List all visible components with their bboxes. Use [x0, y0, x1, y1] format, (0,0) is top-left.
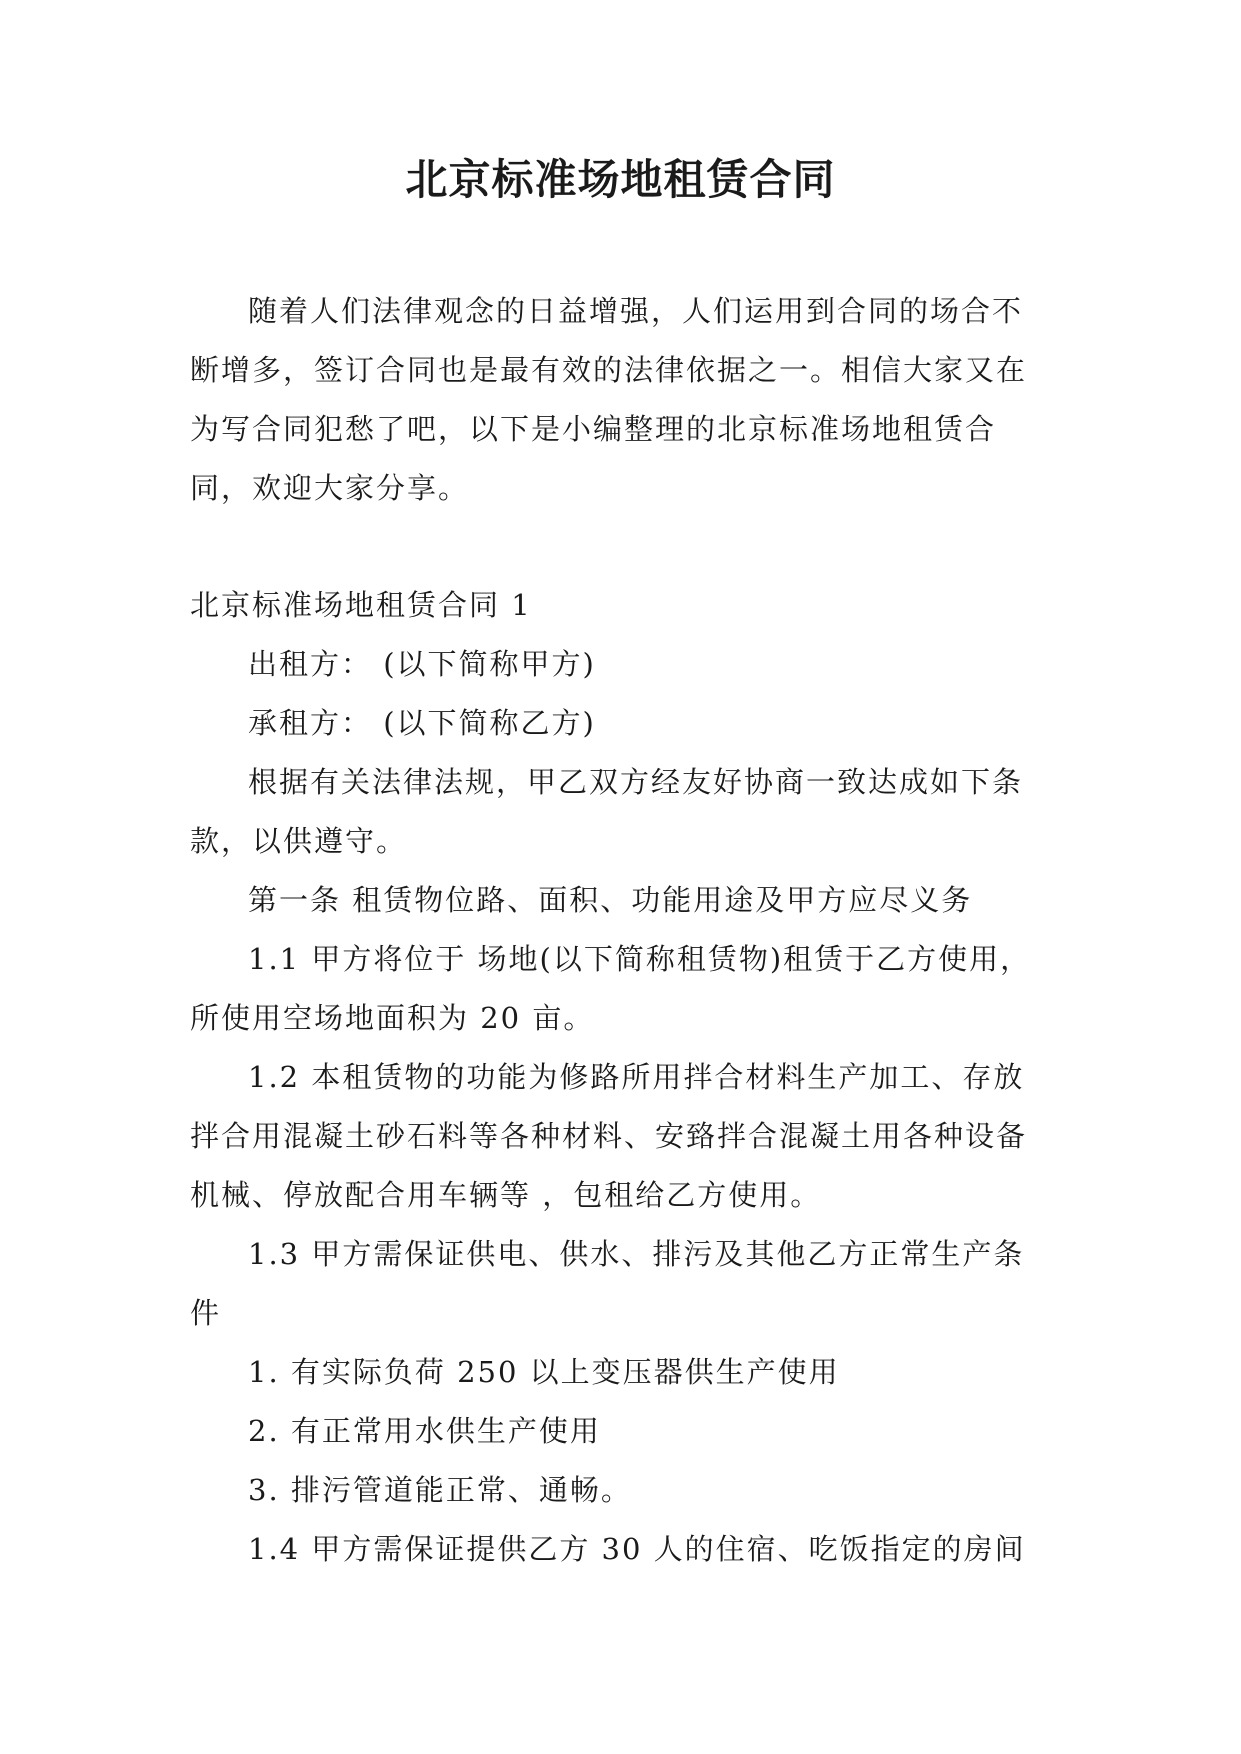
article-1-heading: 第一条 租赁物位路、面积、功能用途及甲方应尽义务: [248, 883, 973, 917]
list-item-1: 1. 有实际负荷 250 以上变压器供生产使用: [248, 1355, 840, 1389]
clause-1-3: 1.3 甲方需保证供电、供水、排污及其他乙方正常生产条件: [190, 1237, 1025, 1330]
preamble-paragraph: 根据有关法律法规，甲乙双方经友好协商一致达成如下条款，以供遵守。: [190, 765, 1024, 858]
list-item-2: 2. 有正常用水供生产使用: [248, 1414, 601, 1448]
clause-1-2: 1.2 本租赁物的功能为修路所用拌合材料生产加工、存放拌合用混凝土砂石料等各种材料、安臵拌合混凝土用各种设备机械、停放配合用车辆等 ，包租给乙方使用。: [190, 1060, 1028, 1212]
intro-paragraph: 随着人们法律观念的日益增强，人们运用到合同的场合不断增多，签订合同也是最有效的法律依据之一。相信大家又在为写合同犯愁了吧，以下是小编整理的北京标准场地租赁合同，欢迎大家分享。: [190, 294, 1028, 505]
document-body: [190, 282, 1050, 1579]
lessor-line: 出租方： (以下简称甲方): [248, 647, 596, 681]
clause-1-4: 1.4 甲方需保证提供乙方 30 人的住宿、吃饭指定的房间: [248, 1532, 1026, 1566]
clause-1-1: 1.1 甲方将位于 场地(以下简称租赁物)租赁于乙方使用，所使用空场地面积为 20 亩。: [190, 942, 1032, 1035]
document-title: 北京标准场地租赁合同: [405, 155, 836, 204]
section-heading: 北京标准场地租赁合同 1: [190, 588, 532, 622]
lessee-line: 承租方： (以下简称乙方): [248, 706, 596, 740]
list-item-3: 3. 排污管道能正常、通畅。: [248, 1473, 632, 1507]
